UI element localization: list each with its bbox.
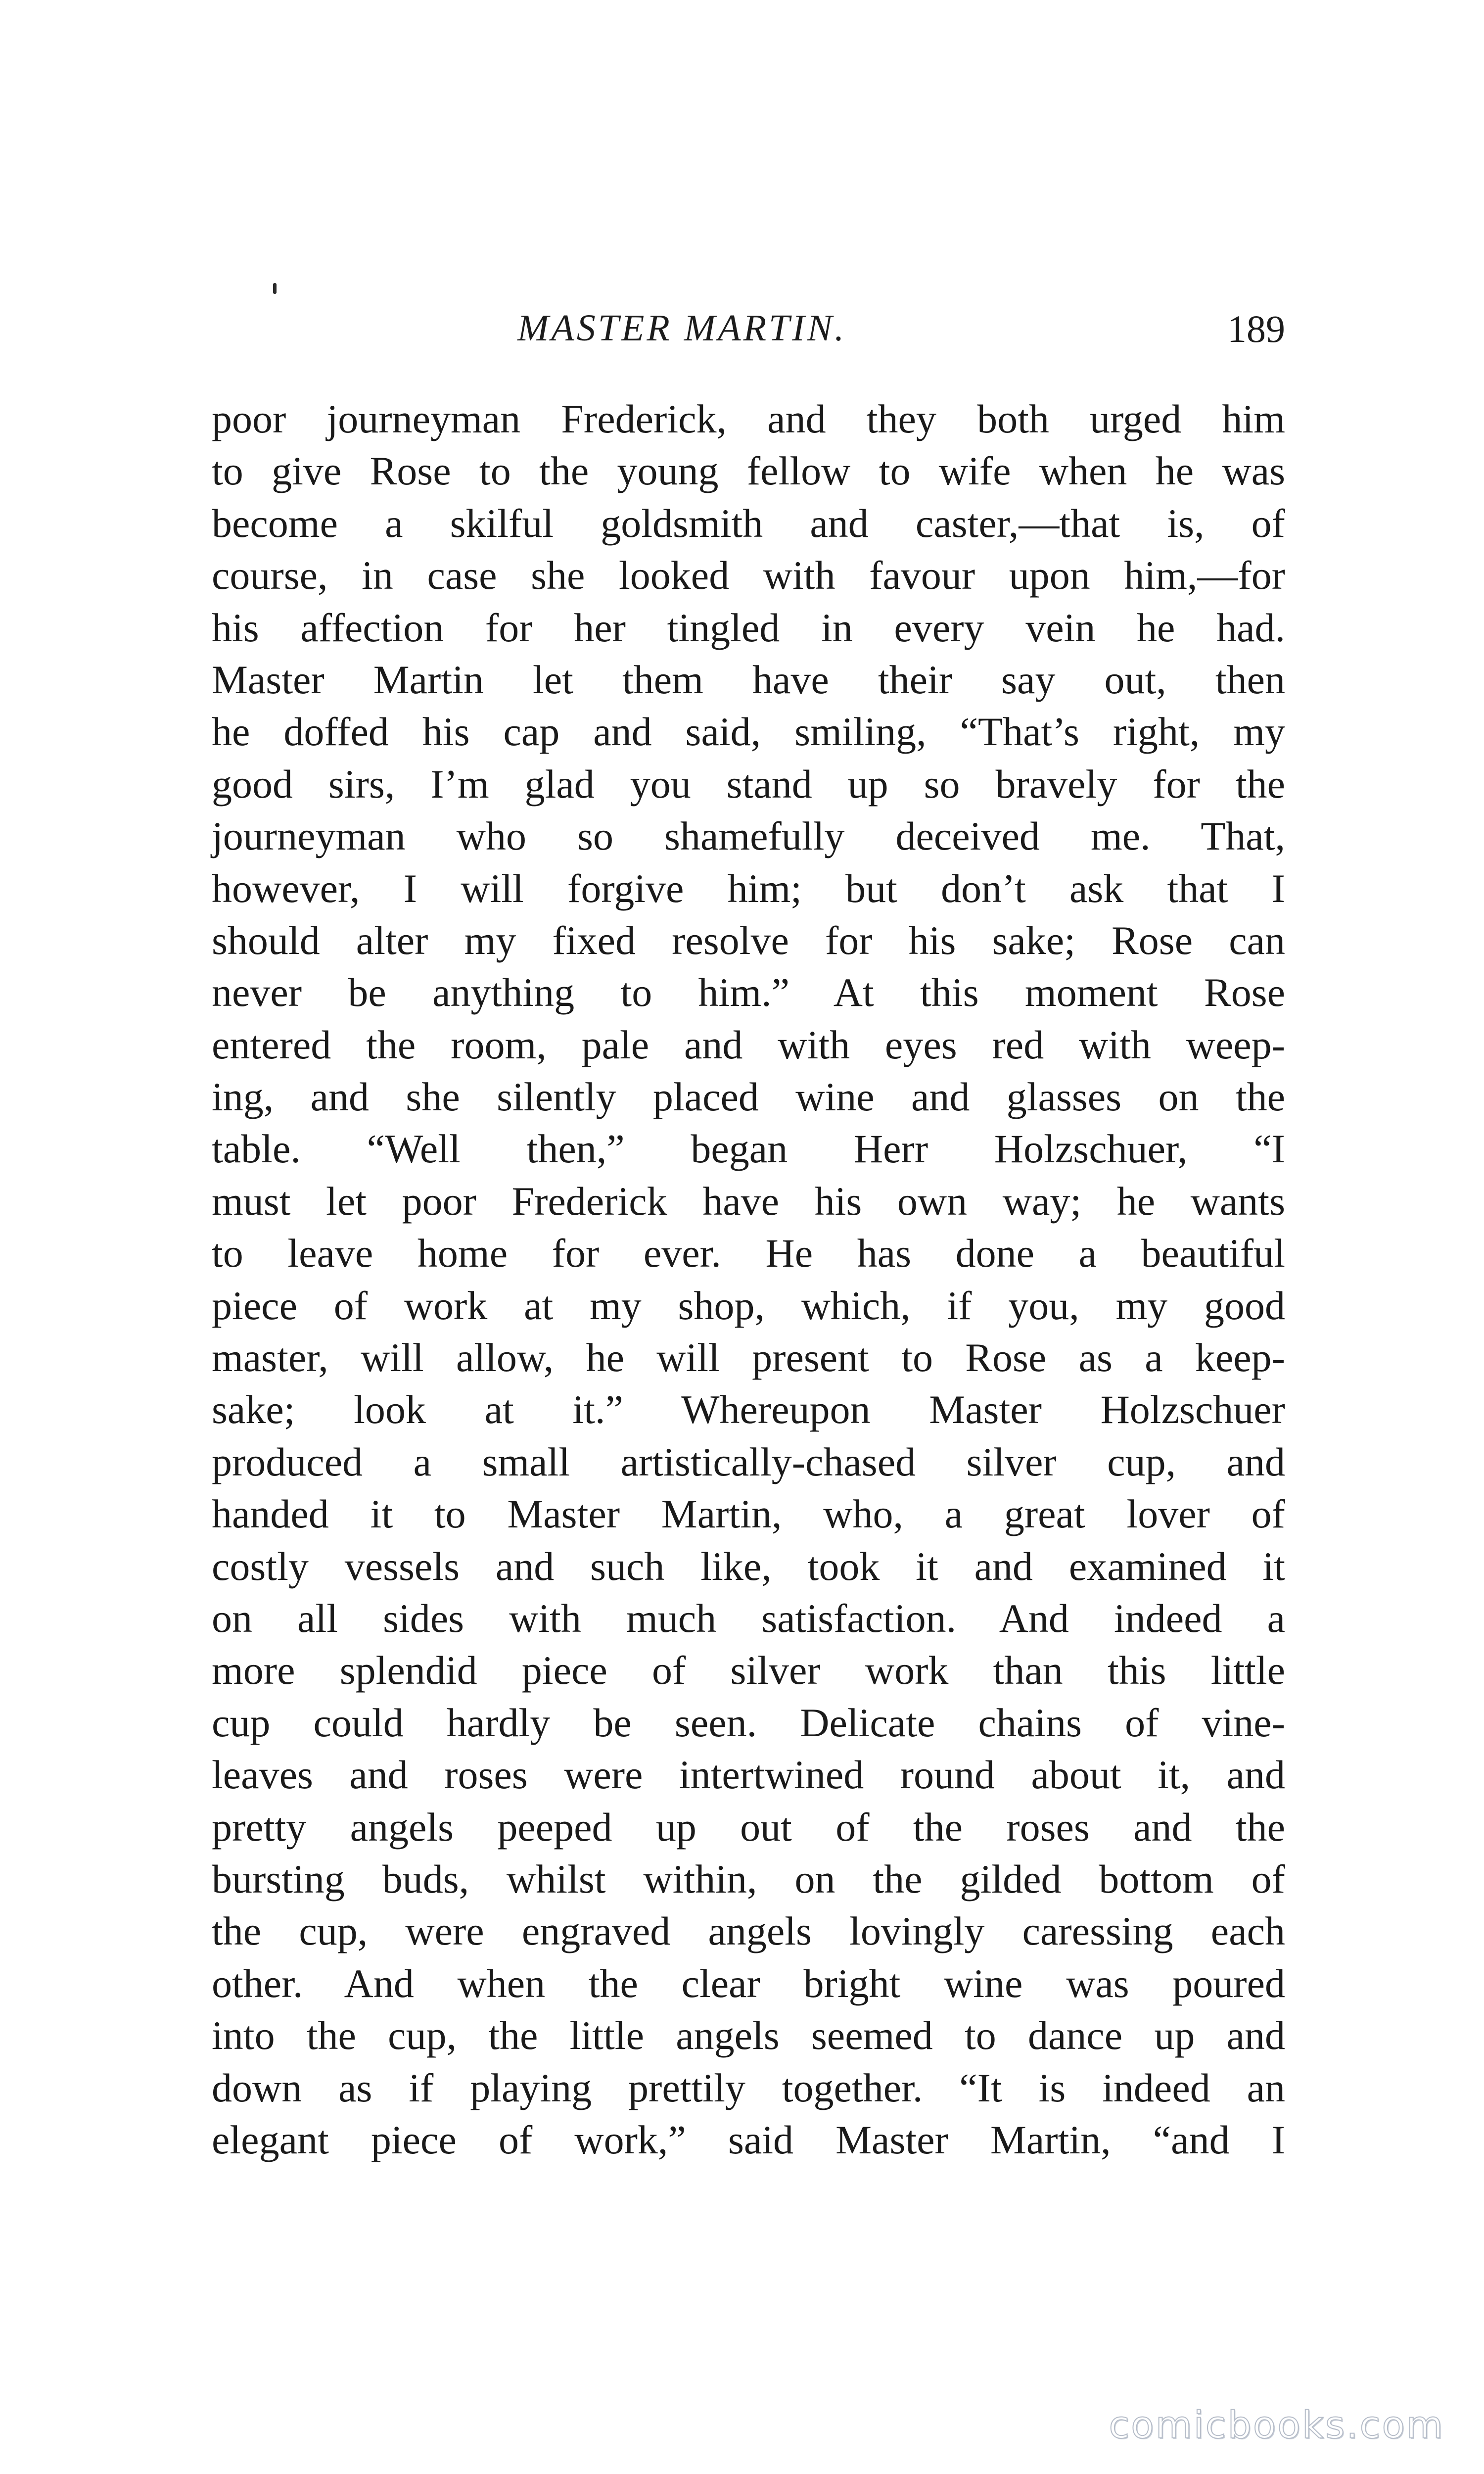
text-line: to leave home for ever. He has done a beautiful — [212, 1231, 1285, 1276]
text-line: however, I will forgive him; but don’t ask that I — [212, 865, 1285, 911]
text-line: produced a small artistically-chased silver cup, and — [212, 1439, 1285, 1484]
text-line: to give Rose to the young fellow to wife when he was — [212, 448, 1285, 494]
text-line: into the cup, the little angels seemed to dance up and — [212, 2013, 1285, 2058]
text-line: Master Martin let them have their say out, then — [212, 657, 1285, 702]
text-line: bursting buds, whilst within, on the gilded bottom of — [212, 1856, 1285, 1902]
text-line: good sirs, I’m glad you stand up so bravely for the — [212, 761, 1285, 807]
body-text — [212, 393, 1285, 2166]
text-line: he doffed his cap and said, smiling, “That’s right, my — [212, 709, 1285, 755]
text-line: his affection for her tingled in every vein he had. — [212, 605, 1285, 650]
text-line: table. “Well then,” began Herr Holzschuer, “I — [212, 1126, 1285, 1172]
text-line: poor journeyman Frederick, and they both urged him — [212, 396, 1285, 441]
text-line: journeyman who so shamefully deceived me. That, — [212, 813, 1285, 859]
text-line: must let poor Frederick have his own way; he wants — [212, 1178, 1285, 1224]
page-number: 189 — [1227, 307, 1285, 350]
text-line: never be anything to him.” At this moment Rose — [212, 970, 1285, 1015]
text-line: more splendid piece of silver work than this little — [212, 1648, 1285, 1693]
text-line: cup could hardly be seen. Delicate chains of vine- — [212, 1700, 1285, 1745]
text-line: on all sides with much satisfaction. And indeed a — [212, 1595, 1285, 1641]
text-line: should alter my fixed resolve for his sake; Rose can — [212, 917, 1285, 963]
text-line: become a skilful goldsmith and caster,—that is, of — [212, 500, 1285, 546]
text-line: elegant piece of work,” said Master Martin, “and I — [212, 2117, 1285, 2162]
running-title: MASTER MARTIN. — [517, 307, 847, 349]
watermark: comicbooks.com — [1109, 2403, 1444, 2447]
text-line: down as if playing prettily together. “It is indeed an — [212, 2065, 1285, 2110]
text-line: course, in case she looked with favour upon him,—for — [212, 553, 1285, 598]
text-line: the cup, were engraved angels lovingly caressing each — [212, 1908, 1285, 1954]
text-line: piece of work at my shop, which, if you, my good — [212, 1283, 1285, 1328]
text-line: ing, and she silently placed wine and glasses on the — [212, 1074, 1285, 1120]
text-line: handed it to Master Martin, who, a great lover of — [212, 1491, 1285, 1537]
text-line: sake; look at it.” Whereupon Master Holzschuer — [212, 1387, 1285, 1432]
text-line: master, will allow, he will present to Rose as a keep- — [212, 1335, 1285, 1380]
text-line: pretty angels peeped up out of the roses and the — [212, 1804, 1285, 1850]
ink-speck — [273, 283, 277, 294]
text-line: entered the room, pale and with eyes red with weep- — [212, 1022, 1285, 1067]
text-line: costly vessels and such like, took it and examined it — [212, 1543, 1285, 1589]
text-line: leaves and roses were intertwined round about it, and — [212, 1752, 1285, 1798]
text-line: other. And when the clear bright wine was poured — [212, 1960, 1285, 2006]
